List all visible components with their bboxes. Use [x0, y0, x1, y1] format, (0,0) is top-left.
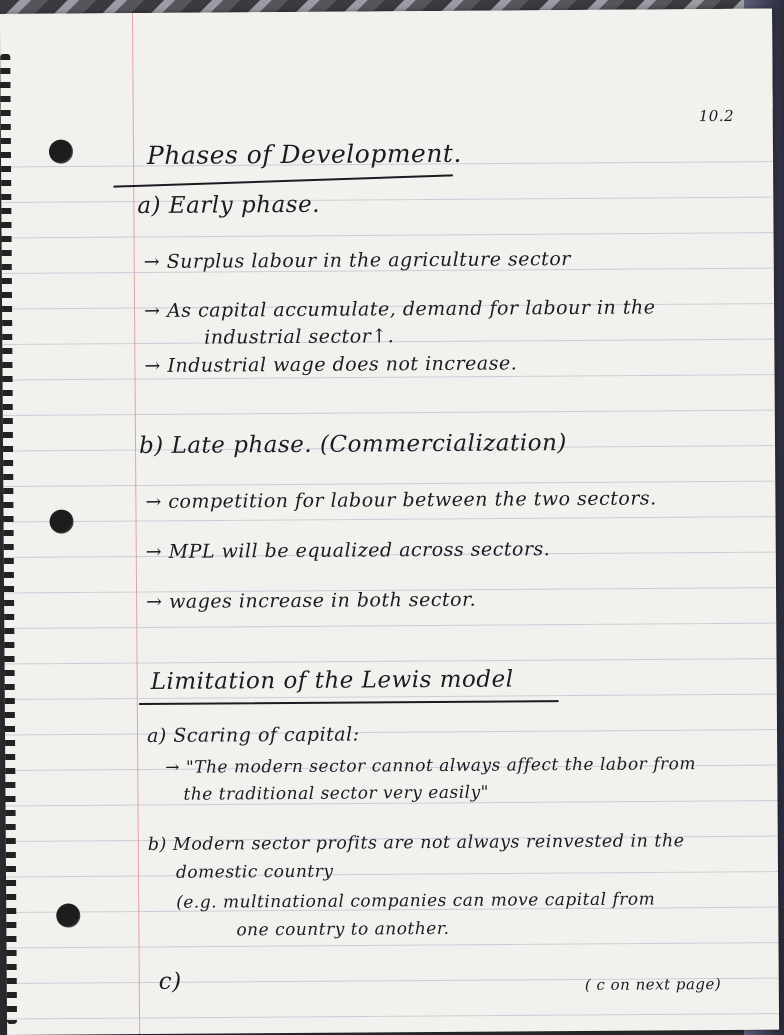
limitation-a-heading: a) Scaring of capital: [146, 723, 360, 747]
punch-hole-top [49, 139, 73, 163]
punch-hole-middle [49, 509, 73, 533]
limitation-b-line-3: (e.g. multinational companies can move capital from [176, 889, 656, 913]
early-phase-heading: a) Early phase. [137, 191, 321, 220]
margin-line [132, 13, 140, 1034]
limitation-a-line-1: → "The modern sector cannot always affect the labor from [165, 754, 697, 778]
limitations-underline [139, 700, 559, 705]
limitation-b-line-2: domestic country [175, 861, 334, 883]
late-phase-heading: b) Late phase. (Commercialization) [138, 430, 567, 460]
limitation-b-line-1: b) Modern sector profits are not always reinvested in the [147, 831, 685, 855]
continued-note: ( c on next page) [584, 974, 722, 994]
title-underline [113, 174, 453, 187]
limitation-a-line-2: the traditional sector very easily" [183, 782, 490, 805]
spiral-binding [0, 54, 17, 1024]
limitations-title: Limitation of the Lewis model [150, 666, 514, 695]
late-point-3: → wages increase in both sector. [146, 588, 477, 613]
early-point-2-cont: industrial sector↑. [204, 325, 395, 349]
punch-hole-bottom [56, 903, 80, 927]
late-point-2: → MPL will be equalized across sectors. [145, 538, 551, 563]
phases-title: Phases of Development. [146, 138, 462, 170]
late-point-1: → competition for labour between the two sectors. [145, 487, 657, 513]
page-number: 10.2 [698, 106, 735, 126]
limitation-c-heading: c) [158, 968, 182, 995]
notebook-page [0, 9, 779, 1035]
early-point-2: → As capital accumulate, demand for labour in the [144, 296, 656, 323]
early-point-3: → Industrial wage does not increase. [144, 352, 518, 377]
limitation-b-line-4: one country to another. [236, 918, 450, 941]
early-point-1: → Surplus labour in the agriculture sector [143, 248, 571, 274]
